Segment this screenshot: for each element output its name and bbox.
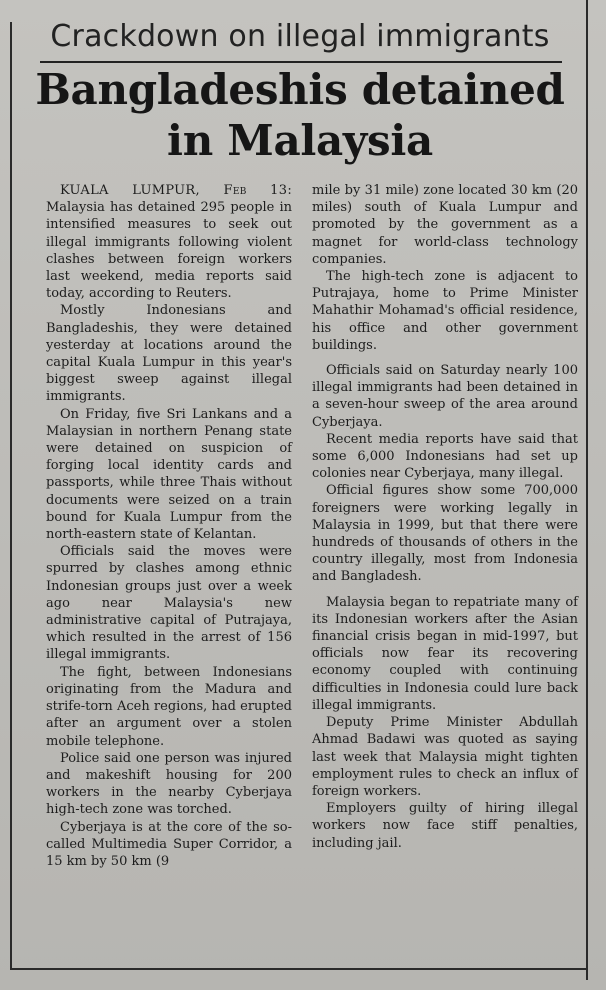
article-paragraph: Cyberjaya is at the core of the so-called Multimedia Super Corridor, a 15 km by 50 km (9: [46, 819, 292, 869]
article-paragraph: Police said one person was injured and makeshift housing for 200 workers in the nearby Cyberjaya high-tech zone was torched.: [46, 750, 292, 818]
article-column-right: [312, 182, 578, 852]
article-paragraph: [46, 182, 292, 302]
kicker-underline: [40, 61, 562, 63]
article-paragraph: Mostly Indonesians and Bangladeshis, they were detained yesterday at locations around the capital Kuala Lumpur in this year's biggest sweep against illegal immigrants.: [46, 303, 292, 405]
article-paragraph: Officials said on Saturday nearly 100 illegal immigrants had been detained in a seven-hour sweep of the area around Cyberjaya.: [312, 363, 578, 430]
dateline: KUALA LUMPUR, Feb 13:: [60, 183, 292, 198]
article-paragraph: Malaysia began to repatriate many of its Indonesian workers after the Asian financial crisis began in mid-1997, but officials now fear its recovering economy coupled with continuing difficulties in Indonesia could lure back illegal immigrants.: [312, 594, 578, 713]
left-border-rule: [10, 22, 12, 970]
article-paragraph: The high-tech zone is adjacent to Putrajaya, home to Prime Minister Mahathir Mohamad's official residence, his office and other government buildings.: [312, 269, 578, 353]
article-paragraph: Officials said the moves were spurred by clashes among ethnic Indonesian groups just over a week ago near Malaysia's new administrative capital of Putrajaya, which resulted in the arrest of 156 illegal immigrants.: [46, 544, 292, 663]
right-border-rule: [586, 0, 588, 980]
paragraph-text: Malaysia has detained 295 people in intensified measures to seek out illegal immigrants following violent clashes between foreign workers last weekend, media reports said today, according to Reuters.: [46, 200, 292, 302]
article-paragraph: The fight, between Indonesians originating from the Madura and strife-torn Aceh regions, had erupted after an argument over a stolen mobile telephone.: [46, 664, 292, 749]
bottom-border-rule: [10, 968, 588, 970]
article-paragraph: Deputy Prime Minister Abdullah Ahmad Badawi was quoted as saying last week that Malaysia might tighten employment rules to check an influx of foreign workers.: [312, 715, 578, 799]
article-paragraph: Recent media reports have said that some 6,000 Indonesians had set up colonies near Cyberjaya, many illegal.: [312, 431, 578, 482]
kicker-headline: Crackdown on illegal immigrants: [50, 19, 550, 54]
main-headline: [14, 64, 586, 166]
headline-line-2: in Malaysia: [167, 116, 433, 165]
article-paragraph: On Friday, five Sri Lankans and a Malaysian in northern Penang state were detained on suspicion of forging local identity cards and passports, while three Thais without documents were seized on a train bound for Kuala Lumpur from the north-eastern state of Kelantan.: [46, 406, 292, 543]
headline-line-1: Bangladeshis detained: [35, 65, 565, 114]
article-paragraph: mile by 31 mile) zone located 30 km (20 miles) south of Kuala Lumpur and promoted by the government as a magnet for world-class technology companies.: [312, 183, 578, 267]
article-column-left: [46, 182, 292, 870]
article-paragraph: Employers guilty of hiring illegal workers now face stiff penalties, including jail.: [312, 801, 578, 851]
article-paragraph: Official figures show some 700,000 foreigners were working legally in Malaysia in 1999, but that there were hundreds of thousands of others in the country illegally, most from Indonesia and Bangladesh.: [312, 483, 578, 585]
